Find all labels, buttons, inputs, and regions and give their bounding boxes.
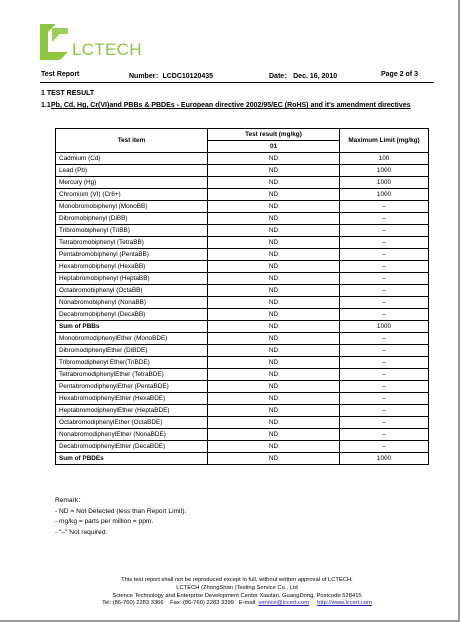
footer-address: Science Technology and Enterprise Development Center Xiaolan, GuangDong, Postcode 528415 [112,592,362,599]
cell-test-item: DibromodiphenylEther (DiBDE) [56,345,208,357]
cell-limit: 1000 [340,177,429,189]
table-row [56,333,429,345]
table-row [56,405,429,417]
footer-tel: Tel: (86-760) 2283 3366 [102,600,164,607]
cell-result: ND [208,405,340,417]
cell-test-item: Dibromobiphenyl (DiBB) [56,213,208,225]
table-row [56,345,429,357]
table-row [56,369,429,381]
table-row [56,273,429,285]
cell-result: ND [208,225,340,237]
footer-fax: Fax: (86-760) 2283 3399 [170,600,234,607]
table-row [56,453,429,465]
header-rule [40,82,434,83]
cell-limit: – [340,201,429,213]
page-number: Page 2 of 3 [381,71,418,78]
subsection-number: 1.1 [41,102,51,109]
cell-test-item: HexabromodiphenylEther (HexaBDE) [56,393,208,405]
cell-test-item: Pentabromobiphenyl (PentaBB) [56,249,208,261]
cell-result: ND [208,261,340,273]
section-title: 1 TEST RESULT [41,90,95,97]
cell-test-item: Sum of PBDEs [56,453,208,465]
cell-result: ND [208,429,340,441]
footer-disclaimer: This test report shall not be reproduced except in full, without written approval of LCTECH. [121,577,353,583]
cell-test-item: HeptabromodiphenylEther (HeptaBDE) [56,405,208,417]
cell-result: ND [208,297,340,309]
cell-limit: 1000 [340,321,429,333]
footer-contact [40,600,434,608]
cell-test-item: Cadmium (Cd) [56,153,208,165]
table-row [56,393,429,405]
cell-limit: 1000 [340,165,429,177]
cell-result: ND [208,177,340,189]
cell-test-item: MonobromodiphenylEther (MonoBDE) [56,333,208,345]
table-row [56,225,429,237]
cell-result: ND [208,321,340,333]
cell-result: ND [208,309,340,321]
cell-result: ND [208,165,340,177]
report-header [41,71,433,81]
cell-test-item: Tetrabromobiphenyl (TetraBB) [56,237,208,249]
subsection-text: Pb, Cd, Hg, Cr(VI)and PBBs & PBDEs - European directive 2002/95/EC (RoHS) and it's amendment directives [51,102,411,109]
table-row [56,309,429,321]
cell-result: ND [208,417,340,429]
footer-email-label: E-mail: [238,600,257,607]
table-row [56,417,429,429]
cell-limit: – [340,213,429,225]
cell-result: ND [208,333,340,345]
footer-email-link[interactable]: service@lccert.com [258,600,310,607]
cell-limit: – [340,309,429,321]
cell-test-item: Decabromobiphenyl (DecaBB) [56,309,208,321]
cell-limit: – [340,381,429,393]
cell-test-item: Chromium (VI) (Cr6+) [56,189,208,201]
cell-limit: – [340,273,429,285]
cell-limit: – [340,285,429,297]
cell-limit: – [340,249,429,261]
table-row [56,285,429,297]
cell-result: ND [208,153,340,165]
cell-result: ND [208,189,340,201]
report-date: Date： Dec. 16, 2010 [269,73,338,80]
remarks-title: Remark： [55,497,85,504]
page-footer [40,577,434,608]
cell-result: ND [208,249,340,261]
cell-result: ND [208,369,340,381]
report-label: Test Report [41,71,80,78]
table-row [56,213,429,225]
cell-test-item: OctabromodiphenylEther (OctaBDE) [56,417,208,429]
cell-limit: – [340,441,429,453]
cell-limit: 1000 [340,189,429,201]
footer-website-link[interactable]: http://www.lccert.com [317,600,372,607]
table-row [56,441,429,453]
cell-test-item: PentabromodiphenylEther (PentaBDE) [56,381,208,393]
cell-limit: – [340,297,429,309]
cell-result: ND [208,381,340,393]
cell-limit: – [340,405,429,417]
table-row [56,153,429,165]
footer-company: LCTECH (ZhongShan )Testing Service Co., Ltd [176,584,298,591]
cell-test-item: Tribromobiphenyl (TriBB) [56,225,208,237]
table-row [56,165,429,177]
cell-test-item: Octabromobiphenyl (OctaBB) [56,285,208,297]
table-row [56,249,429,261]
cell-limit: – [340,417,429,429]
cell-test-item: Nonabromobiphenyl (NonaBB) [56,297,208,309]
cell-limit: – [340,261,429,273]
cell-result: ND [208,345,340,357]
logo-mark-icon [38,22,74,62]
col-header-item: Test item [56,129,208,153]
table-row [56,261,429,273]
cell-limit: – [340,369,429,381]
table-row [56,429,429,441]
remark-line: - ND = Not Detected (less than Report Limit). [55,507,187,515]
cell-result: ND [208,393,340,405]
cell-limit: – [340,225,429,237]
table-row [56,177,429,189]
cell-limit: – [340,429,429,441]
cell-test-item: Hexabromobiphenyl (HexaBB) [56,261,208,273]
cell-limit: – [340,393,429,405]
cell-limit: – [340,357,429,369]
cell-test-item: Sum of PBBs [56,321,208,333]
table-row [56,237,429,249]
cell-result: ND [208,441,340,453]
cell-result: ND [208,357,340,369]
remarks [55,496,186,538]
table-row [56,357,429,369]
cell-result: ND [208,201,340,213]
table-row [56,189,429,201]
table-row [56,297,429,309]
col-header-result: Test result (mg/kg) [208,129,340,141]
cell-limit: – [340,345,429,357]
table-row [56,381,429,393]
remark-line: - mg/kg = parts per million = ppm. [55,518,154,525]
test-results-table [55,128,429,465]
cell-test-item: NonabromodiphenylEther (NonaBDE) [56,429,208,441]
remark-line: - "–" Not required. [55,528,108,536]
cell-result: ND [208,237,340,249]
cell-test-item: Heptabromobiphenyl (HeptaBB) [56,273,208,285]
cell-result: ND [208,453,340,465]
cell-test-item: Monobromobiphenyl (MonoBB) [56,201,208,213]
report-number: Number：LCDC10120435 [129,73,214,80]
table-row [56,201,429,213]
cell-result: ND [208,213,340,225]
cell-test-item: TetrabromodiphenylEther (TetraBDE) [56,369,208,381]
col-header-sample: 01 [208,141,340,153]
logo-text: LCTECH [72,40,142,59]
company-logo [38,22,188,62]
cell-test-item: Lead (Pb) [56,165,208,177]
cell-limit: – [340,237,429,249]
cell-result: ND [208,285,340,297]
col-header-limit: Maximum Limit (mg/kg) [340,129,429,153]
cell-limit: 1000 [340,453,429,465]
table-row [56,321,429,333]
cell-limit: 100 [340,153,429,165]
cell-limit: – [340,333,429,345]
cell-test-item: Tribromodiphenyl Ether(TriBDE) [56,357,208,369]
cell-result: ND [208,273,340,285]
cell-test-item: Mercury (Hg) [56,177,208,189]
cell-test-item: DecabromodiphenylEther (DecaBDE) [56,441,208,453]
